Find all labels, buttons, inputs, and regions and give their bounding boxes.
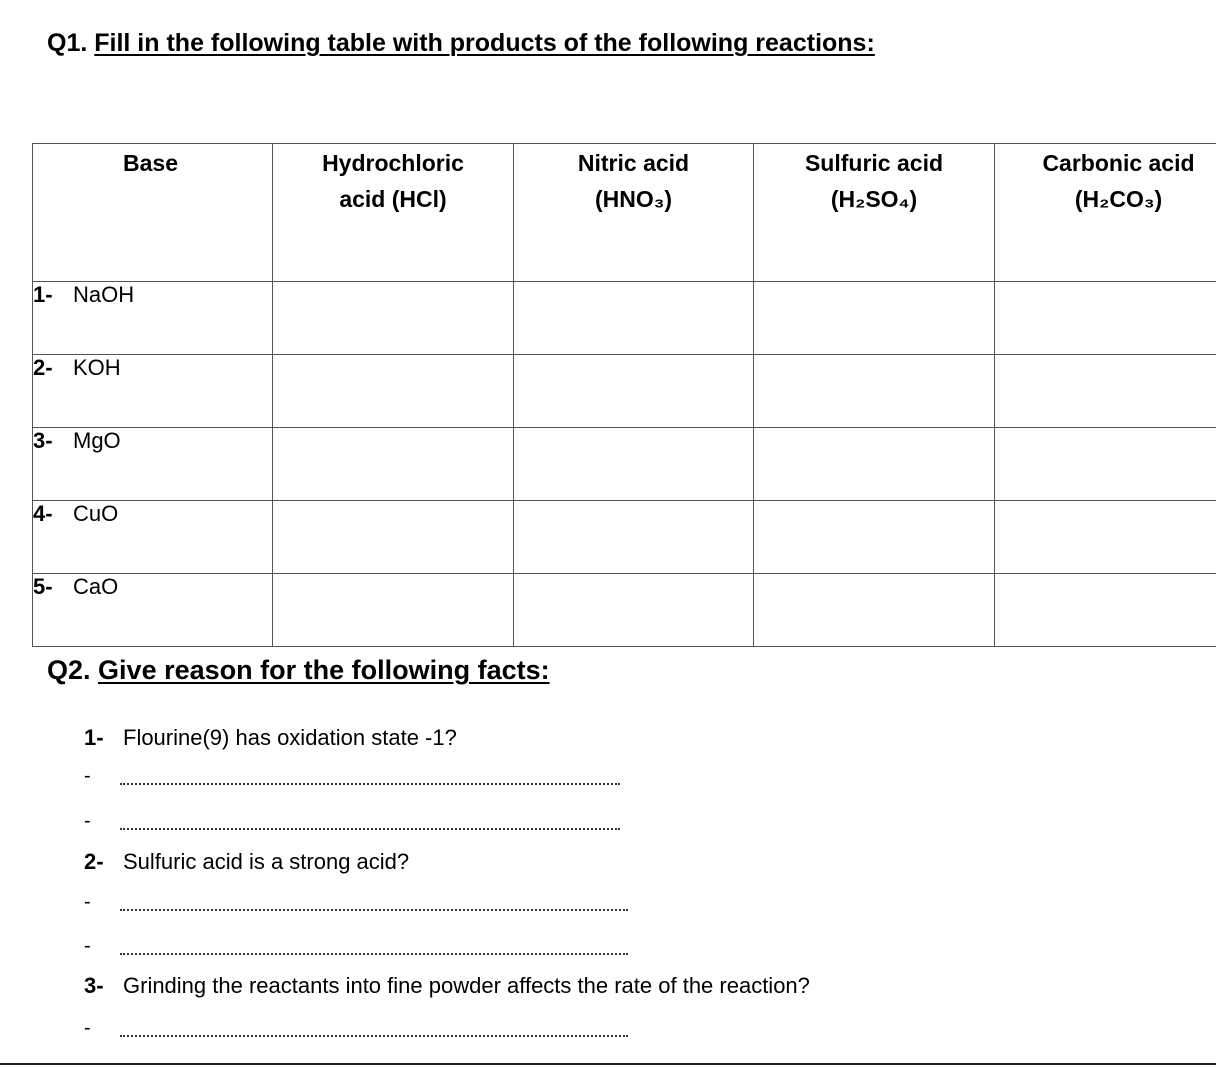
table-header-row (33, 144, 1216, 282)
answer-cell[interactable] (754, 501, 995, 574)
answer-cell[interactable] (273, 574, 514, 647)
base-cell: 3- MgO (33, 428, 273, 501)
table-row (33, 282, 1216, 355)
answer-cell[interactable] (995, 282, 1216, 355)
answer-cell[interactable] (514, 428, 754, 501)
answer-cell[interactable] (514, 355, 754, 428)
answer-cell[interactable] (754, 282, 995, 355)
answer-cell[interactable] (273, 355, 514, 428)
header-nitric-acid: Nitric acid (HNO₃) (514, 144, 754, 282)
q1-title (47, 29, 875, 58)
answer-cell[interactable] (514, 282, 754, 355)
q2-title (47, 655, 550, 686)
header-sulfuric-acid: Sulfuric acid (H₂SO₄) (754, 144, 995, 282)
table-row (33, 501, 1216, 574)
answer-cell[interactable] (995, 355, 1216, 428)
dotted-line (120, 1021, 628, 1037)
question-item: 2- Sulfuric acid is a strong acid? (84, 849, 410, 874)
reactions-table (32, 143, 1216, 647)
header-carbonic-acid: Carbonic acid (H₂CO₃) (995, 144, 1216, 282)
answer-cell[interactable] (273, 501, 514, 574)
table-row (33, 574, 1216, 647)
q1-instruction: Fill in the following table with products of the following reactions: (94, 29, 875, 57)
q1-number: Q1. (47, 29, 88, 57)
answer-cell[interactable] (754, 355, 995, 428)
answer-line[interactable]: - (84, 765, 620, 788)
answer-line[interactable]: - (84, 1017, 628, 1040)
answer-line[interactable]: - (84, 810, 620, 833)
dotted-line (120, 769, 620, 785)
table-row (33, 355, 1216, 428)
q2-instruction: Give reason for the following facts: (98, 655, 550, 685)
answer-cell[interactable] (514, 574, 754, 647)
base-cell: 5- CaO (33, 574, 273, 647)
answer-cell[interactable] (514, 501, 754, 574)
header-hydrochloric-acid: Hydrochloric acid (HCl) (273, 144, 514, 282)
answer-cell[interactable] (273, 428, 514, 501)
base-cell: 2- KOH (33, 355, 273, 428)
table-row (33, 428, 1216, 501)
header-base: Base (33, 144, 273, 282)
dotted-line (120, 814, 620, 830)
answer-cell[interactable] (995, 501, 1216, 574)
question-item: 1- Flourine(9) has oxidation state -1? (84, 725, 457, 750)
answer-line[interactable]: - (84, 891, 628, 914)
answer-cell[interactable] (754, 574, 995, 647)
question-item: 3- Grinding the reactants into fine powder affects the rate of the reaction? (84, 973, 810, 998)
answer-cell[interactable] (995, 428, 1216, 501)
dotted-line (120, 939, 628, 955)
q2-number: Q2. (47, 655, 91, 685)
answer-cell[interactable] (995, 574, 1216, 647)
answer-line[interactable]: - (84, 935, 628, 958)
base-cell: 1- NaOH (33, 282, 273, 355)
answer-cell[interactable] (754, 428, 995, 501)
answer-cell[interactable] (273, 282, 514, 355)
bottom-divider (0, 1063, 1216, 1065)
base-cell: 4- CuO (33, 501, 273, 574)
dotted-line (120, 895, 628, 911)
